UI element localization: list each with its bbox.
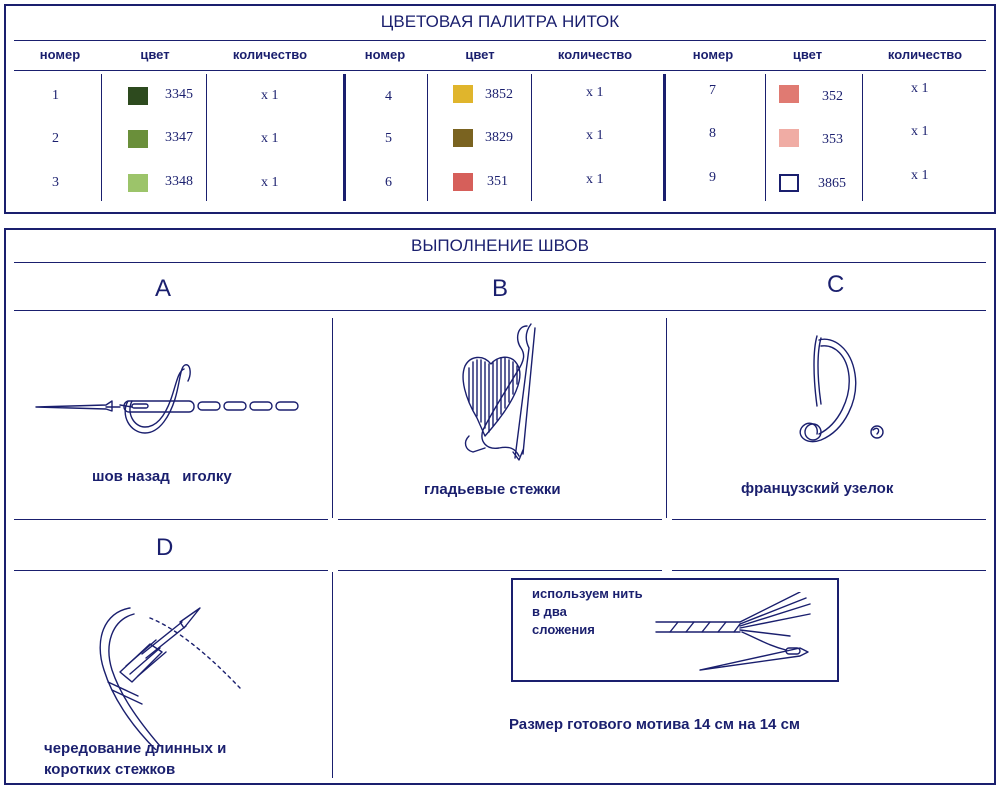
cell-sep [666,318,667,518]
thread-quantity: x 1 [586,172,604,187]
thread-note-text [532,585,643,639]
letter-b: B [492,275,509,302]
caption-b: гладьевые стежки [424,481,561,498]
letter-d: D [156,534,174,561]
double-thread-illustration [650,592,820,672]
thread-code: 3852 [485,87,513,102]
letter-c: C [827,271,845,298]
caption-d-line1: чередование длинных и [44,740,227,757]
thread-quantity: x 1 [911,168,929,183]
header-quantity-3: количество [887,47,963,62]
thread-quantity: x 1 [261,175,279,190]
thread-code: 3865 [818,176,846,191]
palette-title: ЦВЕТОВАЯ ПАЛИТРА НИТОК [380,12,620,31]
color-swatch [779,174,799,192]
thread-code: 351 [487,174,508,189]
cell-sep [332,572,333,778]
palette-group-sep [343,74,346,201]
thread-code: 3829 [485,130,513,145]
thread-number: 8 [709,126,716,141]
thread-code: 3347 [165,130,193,145]
caption-a: шов назад иголку [92,468,232,485]
header-color-2: цвет [465,47,495,62]
thread-number: 5 [385,131,392,146]
caption-d-line2: коротких стежков [44,761,176,778]
palette-col-sep [427,74,428,201]
palette-col-sep [531,74,532,201]
french-knot-illustration [785,330,895,450]
row-divider [338,519,662,520]
row-divider [672,519,986,520]
palette-group-sep [663,74,666,201]
thread-quantity: x 1 [261,131,279,146]
stitches-divider [14,262,986,263]
thread-quantity: x 1 [911,81,929,96]
header-number-1: номер [39,47,81,62]
color-swatch [453,85,473,103]
thread-code: 3345 [165,87,193,102]
thread-number: 6 [385,175,392,190]
row-divider [14,570,328,571]
satin-stitch-illustration [455,318,565,468]
thread-quantity: x 1 [261,88,279,103]
palette-col-sep [765,74,766,201]
thread-quantity: x 1 [586,128,604,143]
thread-number: 7 [709,83,716,98]
palette-title-divider [14,40,986,41]
thread-code: 3348 [165,174,193,189]
letters-divider [14,310,986,311]
color-swatch [779,85,799,103]
row-divider [672,570,986,571]
long-short-stitch-illustration [90,600,290,750]
thread-quantity: x 1 [586,85,604,100]
palette-col-sep [206,74,207,201]
caption-c: французский узелок [741,480,894,497]
letter-a: A [155,275,172,302]
thread-number: 9 [709,170,716,185]
note-line2: в два [532,604,567,619]
header-number-3: номер [692,47,734,62]
thread-number: 1 [52,88,59,103]
note-line3: сложения [532,622,595,637]
stitches-title: ВЫПОЛНЕНИЕ ШВОВ [411,236,589,255]
thread-number: 3 [52,175,59,190]
color-swatch [128,174,148,192]
color-swatch [453,173,473,191]
color-swatch [779,129,799,147]
row-divider [14,519,328,520]
note-line1: используем нить [532,586,643,601]
header-number-2: номер [364,47,406,62]
header-quantity-2: количество [557,47,633,62]
color-swatch [453,129,473,147]
thread-number: 2 [52,131,59,146]
thread-code: 353 [822,132,843,147]
size-text: Размер готового мотива 14 см на 14 см [509,716,801,733]
palette-col-sep [101,74,102,201]
palette-col-sep [862,74,863,201]
header-quantity-1: количество [232,47,308,62]
thread-number: 4 [385,89,392,104]
color-swatch [128,87,148,105]
color-swatch [128,130,148,148]
thread-quantity: x 1 [911,124,929,139]
back-stitch-illustration [20,355,340,465]
palette-header-divider [14,70,986,71]
thread-code: 352 [822,89,843,104]
row-divider [338,570,662,571]
header-color-3: цвет [792,47,823,62]
header-color-1: цвет [140,47,170,62]
